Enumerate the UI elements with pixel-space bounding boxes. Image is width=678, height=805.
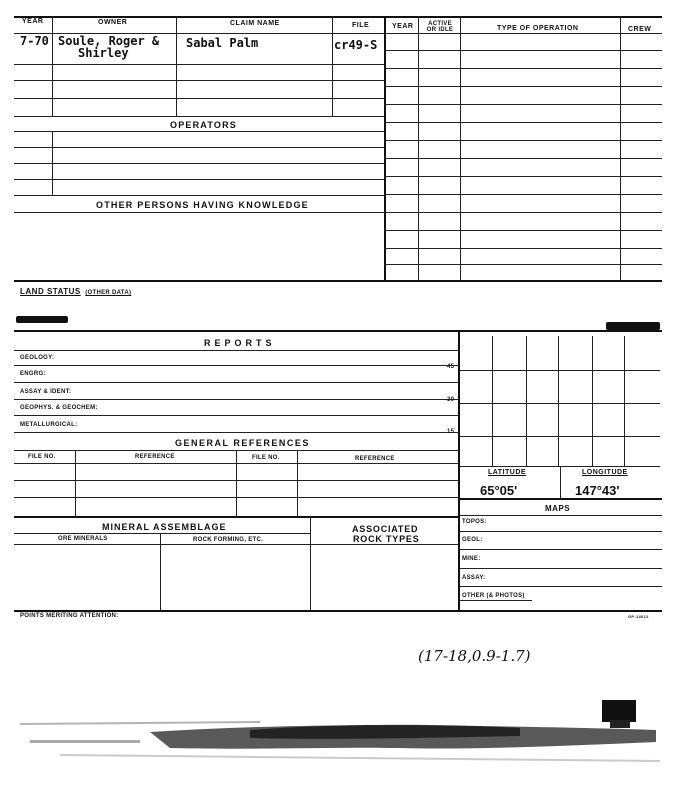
- entry-file: cr49-S: [334, 38, 378, 52]
- divider: [176, 16, 177, 116]
- row-rule: [384, 68, 662, 69]
- row-rule: [384, 248, 662, 249]
- grid-number-45: 45: [447, 364, 455, 370]
- row-rule: [14, 399, 459, 400]
- ink-smudge: [16, 316, 68, 323]
- row-rule: [460, 531, 662, 532]
- rock-forming-label: ROCK FORMING, ETC.: [193, 537, 264, 543]
- latitude-value: 65°05': [480, 483, 518, 498]
- maps-geol: GEOL:: [462, 537, 483, 543]
- divider: [332, 16, 333, 116]
- row-rule: [14, 64, 384, 65]
- maps-header: MAPS: [545, 504, 571, 513]
- row-rule: [384, 122, 662, 123]
- ref-col-reference-1: REFERENCE: [135, 454, 175, 460]
- divider: [160, 533, 161, 610]
- row-rule: [14, 163, 384, 164]
- ref-col-reference-2: REFERENCE: [355, 456, 395, 462]
- divider: [620, 16, 621, 280]
- operators-header: OPERATORS: [170, 120, 237, 130]
- report-assay: ASSAY & IDENT:: [20, 389, 72, 395]
- divider: [75, 450, 76, 516]
- grid-line: [460, 403, 660, 404]
- row-rule: [14, 382, 459, 383]
- land-status-sub: (OTHER DATA): [85, 290, 132, 296]
- row-rule: [14, 544, 459, 545]
- divider: [52, 16, 53, 116]
- row-rule: [14, 147, 384, 148]
- col-header-active-or-idle: ACTIVE OR IDLE: [426, 21, 454, 33]
- maps-topos: TOPOS:: [462, 519, 487, 525]
- row-rule: [460, 549, 662, 550]
- longitude-label: LONGITUDE: [582, 469, 628, 476]
- row-rule: [384, 230, 662, 231]
- form-code: GP-14012: [628, 614, 649, 619]
- scan-noise: [0, 690, 678, 800]
- entry-year: 7-70: [20, 34, 49, 48]
- associated-rock-types-1: ASSOCIATED: [352, 524, 419, 534]
- grid-line: [460, 370, 660, 371]
- row-rule: [14, 212, 384, 213]
- associated-rock-types-2: ROCK TYPES: [353, 534, 420, 544]
- col-header-file: FILE: [352, 22, 370, 29]
- row-rule: [14, 365, 459, 366]
- row-rule: [384, 176, 662, 177]
- maps-assay: ASSAY:: [462, 575, 486, 581]
- divider: [310, 516, 311, 610]
- row-rule: [14, 533, 310, 534]
- col-header-year-2: YEAR: [392, 23, 414, 30]
- report-engrg: ENGRG:: [20, 371, 46, 377]
- section-rule: [460, 498, 662, 500]
- row-rule: [460, 600, 532, 601]
- section-rule: [14, 610, 662, 612]
- col-header-claim-name: CLAIM NAME: [230, 20, 280, 27]
- row-rule: [14, 497, 459, 498]
- divider: [236, 450, 237, 516]
- row-rule: [14, 98, 384, 99]
- report-geology: GEOLOGY:: [20, 355, 55, 361]
- row-rule: [460, 515, 662, 516]
- row-rule: [384, 212, 662, 213]
- row-rule: [14, 116, 384, 117]
- general-references-header: GENERAL REFERENCES: [175, 438, 310, 448]
- divider: [460, 16, 461, 280]
- grid-line: [460, 436, 660, 437]
- row-rule: [384, 140, 662, 141]
- points-meriting-attention: POINTS MERITING ATTENTION:: [20, 613, 119, 619]
- section-rule: [14, 516, 459, 518]
- latitude-label: LATITUDE: [488, 469, 527, 476]
- ore-minerals-label: ORE MINERALS: [58, 536, 108, 542]
- grid-line: [592, 336, 593, 466]
- entry-claim-name: Sabal Palm: [186, 36, 259, 50]
- grid-line: [492, 336, 493, 466]
- grid-line: [558, 336, 559, 466]
- row-rule: [14, 432, 459, 433]
- ref-col-file-no-1: FILE NO.: [28, 454, 56, 460]
- mineral-assemblage-header: MINERAL ASSEMBLAGE: [102, 522, 227, 532]
- row-rule: [460, 568, 662, 569]
- divider: [384, 16, 386, 280]
- reports-header: REPORTS: [204, 338, 276, 348]
- ref-col-file-no-2: FILE NO.: [252, 455, 280, 461]
- row-rule: [14, 480, 459, 481]
- col-header-type-of-operation: TYPE OF OPERATION: [497, 25, 579, 32]
- col-header-owner: OWNER: [98, 19, 128, 26]
- row-rule: [14, 350, 459, 351]
- row-rule: [460, 586, 662, 587]
- row-rule: [14, 80, 384, 81]
- handwritten-note: (17-18,0.9-1.7): [418, 647, 531, 665]
- row-rule: [384, 104, 662, 105]
- other-persons-header: OTHER PERSONS HAVING KNOWLEDGE: [96, 200, 309, 210]
- row-rule: [384, 86, 662, 87]
- row-rule: [14, 195, 384, 196]
- grid-line: [624, 336, 625, 466]
- row-rule: [384, 264, 662, 265]
- top-border: [14, 16, 662, 18]
- col-header-year: YEAR: [22, 18, 44, 25]
- longitude-value: 147°43': [575, 483, 620, 498]
- divider: [297, 450, 298, 516]
- row-rule: [14, 415, 459, 416]
- report-geophys: GEOPHYS. & GEOCHEM:: [20, 405, 98, 411]
- section-rule: [14, 330, 662, 332]
- row-rule: [384, 50, 662, 51]
- land-status-label: LAND STATUS: [20, 287, 81, 296]
- maps-other: OTHER (& PHOTOS): [462, 593, 525, 599]
- row-rule: [14, 179, 384, 180]
- row-rule: [384, 194, 662, 195]
- ink-smudge: [606, 322, 660, 330]
- row-rule: [14, 131, 384, 132]
- grid-number-30: 30: [447, 397, 455, 403]
- maps-mine: MINE:: [462, 556, 481, 562]
- land-status-heading: [20, 281, 131, 299]
- grid-line: [526, 336, 527, 466]
- divider: [418, 16, 419, 280]
- divider: [560, 466, 561, 498]
- row-rule: [384, 158, 662, 159]
- report-metallurgical: METALLURGICAL:: [20, 422, 78, 428]
- entry-owner-line2: Shirley: [78, 46, 129, 60]
- col-header-crew: CREW: [628, 26, 652, 33]
- grid-number-15: 15: [447, 429, 455, 435]
- entry-owner-line1: Soule, Roger &: [58, 34, 160, 48]
